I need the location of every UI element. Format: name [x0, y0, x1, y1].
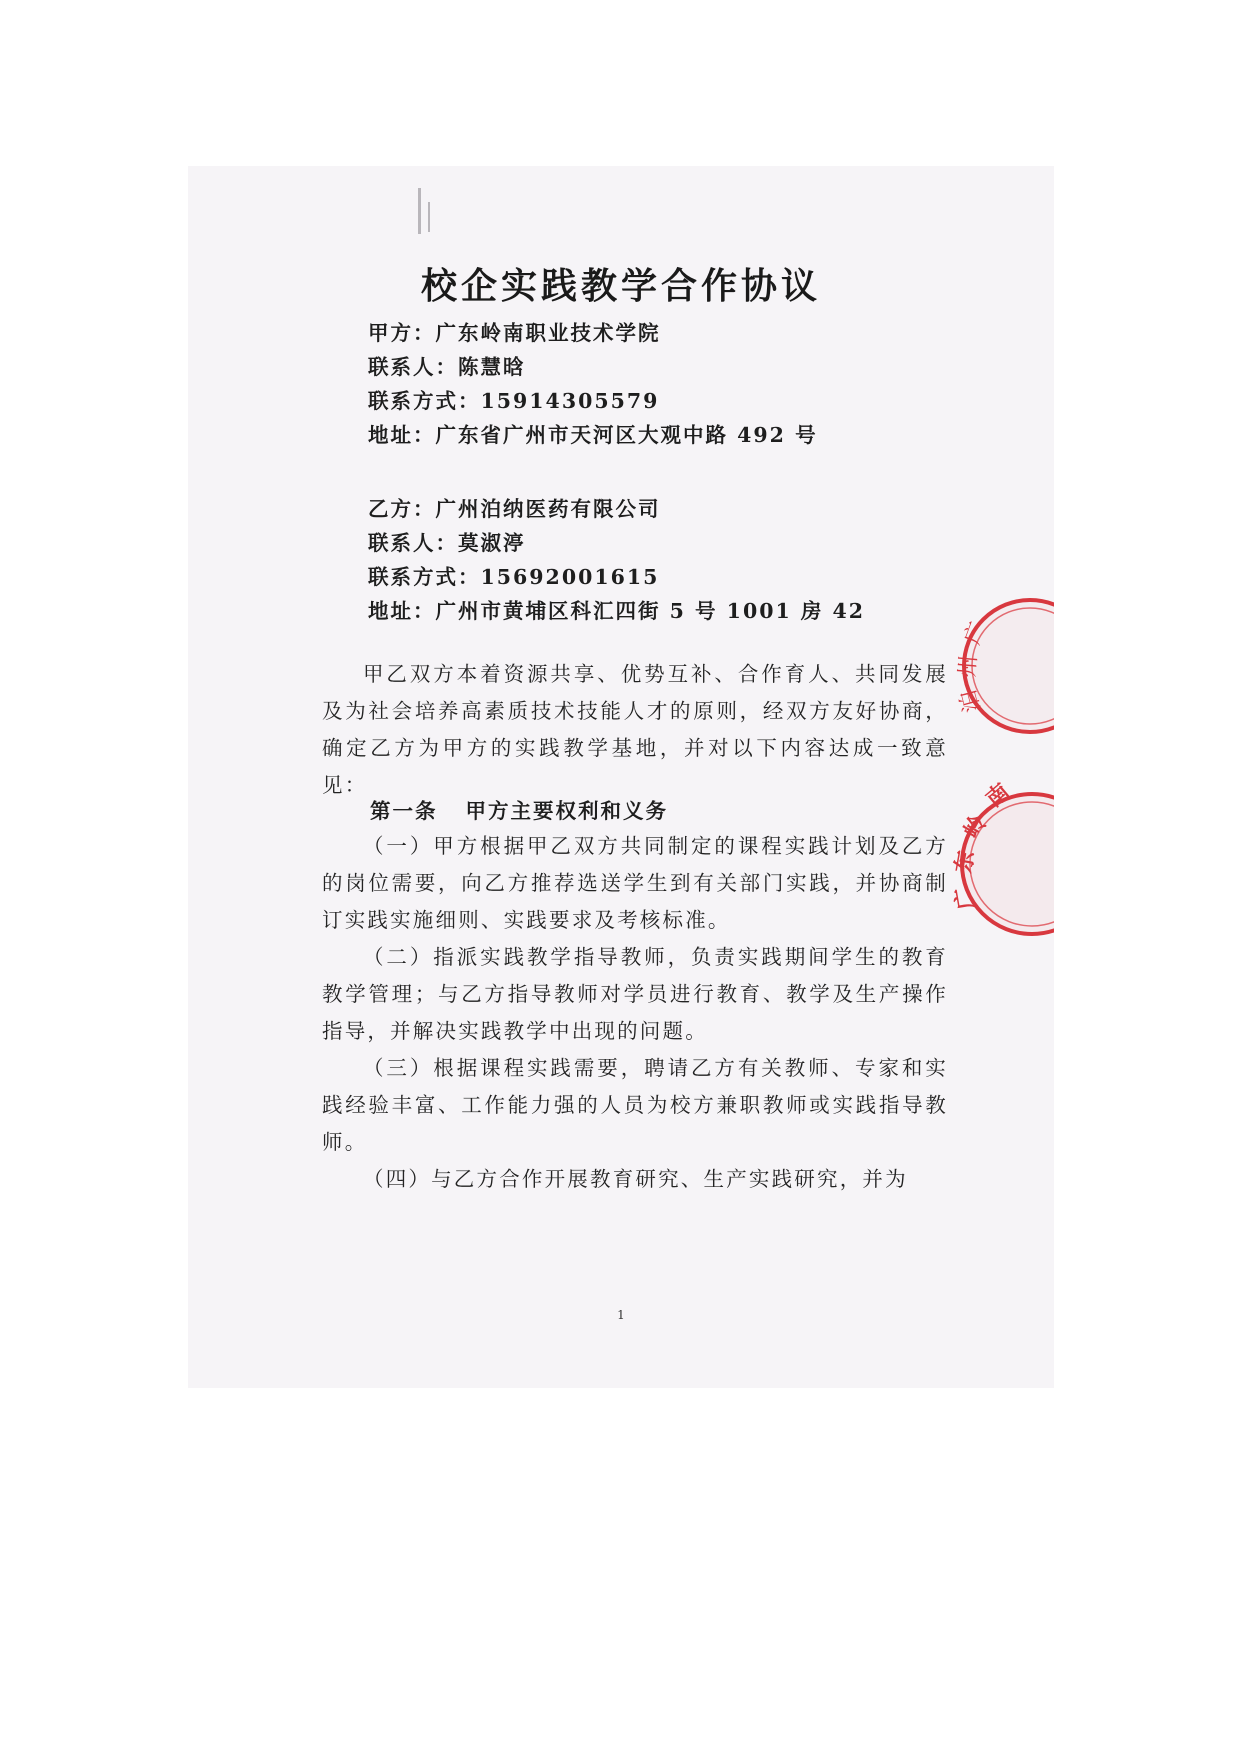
- party-a-contact: 联系人：陈慧晗: [368, 355, 526, 379]
- svg-text:州: 州: [955, 654, 982, 679]
- article-number: 第一条: [370, 799, 438, 823]
- party-a-phone: 联系方式：15914305579: [368, 389, 660, 413]
- svg-text:广: 广: [950, 885, 980, 912]
- lower-seal-stamp: [934, 774, 1054, 944]
- scanned-page: [188, 166, 1054, 1388]
- party-a-address: 地址：广东省广州市天河区大观中路 492 号: [368, 423, 818, 447]
- document-title: 校企实践教学合作协议: [420, 265, 821, 307]
- party-b-name: 乙方：广州泊纳医药有限公司: [368, 497, 661, 521]
- svg-text:岭: 岭: [958, 810, 993, 843]
- intro-paragraph: 甲乙双方本着资源共享、优势互补、合作育人、共同发展及为社会培养高素质技术技能人才的原则，经双方友好协商，确定乙方为甲方的实践教学基地，并对以下内容达成一致意见：: [322, 662, 948, 797]
- party-b-contact: 联系人：莫淑渟: [368, 531, 526, 555]
- party-b-phone: 联系方式：15692001615: [368, 565, 660, 589]
- binder-mark: [428, 202, 430, 232]
- party-b-address: 地址：广州市黄埔区科汇四街 5 号 1001 房 42: [368, 599, 866, 623]
- intro-paragraph-block: [322, 656, 948, 804]
- upper-seal-stamp: [934, 586, 1054, 746]
- binder-mark: [418, 188, 421, 234]
- svg-text:泊: 泊: [955, 687, 986, 715]
- clause-4: （四）与乙方合作开展教育研究、生产实践研究，并为: [363, 1167, 908, 1191]
- clause-2: （二）指派实践教学指导教师，负责实践期间学生的教育教学管理；与乙方指导教师对学员进行教育、教学及生产操作指导，并解决实践教学中出现的问题。: [322, 945, 948, 1043]
- article-one-clauses: [322, 828, 948, 1198]
- article-one-heading: [370, 794, 668, 824]
- party-a-name: 甲方：广东岭南职业技术学院: [368, 321, 661, 345]
- svg-text:南: 南: [981, 778, 1015, 813]
- article-title: 甲方主要权利和义务: [465, 799, 668, 823]
- clause-3: （三）根据课程实践需要，聘请乙方有关教师、专家和实践经验丰富、工作能力强的人员为校方兼职教师或实践指导教师。: [322, 1056, 948, 1154]
- page-number: 1: [617, 1308, 625, 1322]
- clause-1: （一）甲方根据甲乙双方共同制定的课程实践计划及乙方的岗位需要，向乙方推荐选送学生到有关部门实践，并协商制订实践实施细则、实践要求及考核标准。: [322, 834, 948, 932]
- svg-text:广: 广: [960, 618, 992, 649]
- svg-text:东: 东: [950, 848, 980, 876]
